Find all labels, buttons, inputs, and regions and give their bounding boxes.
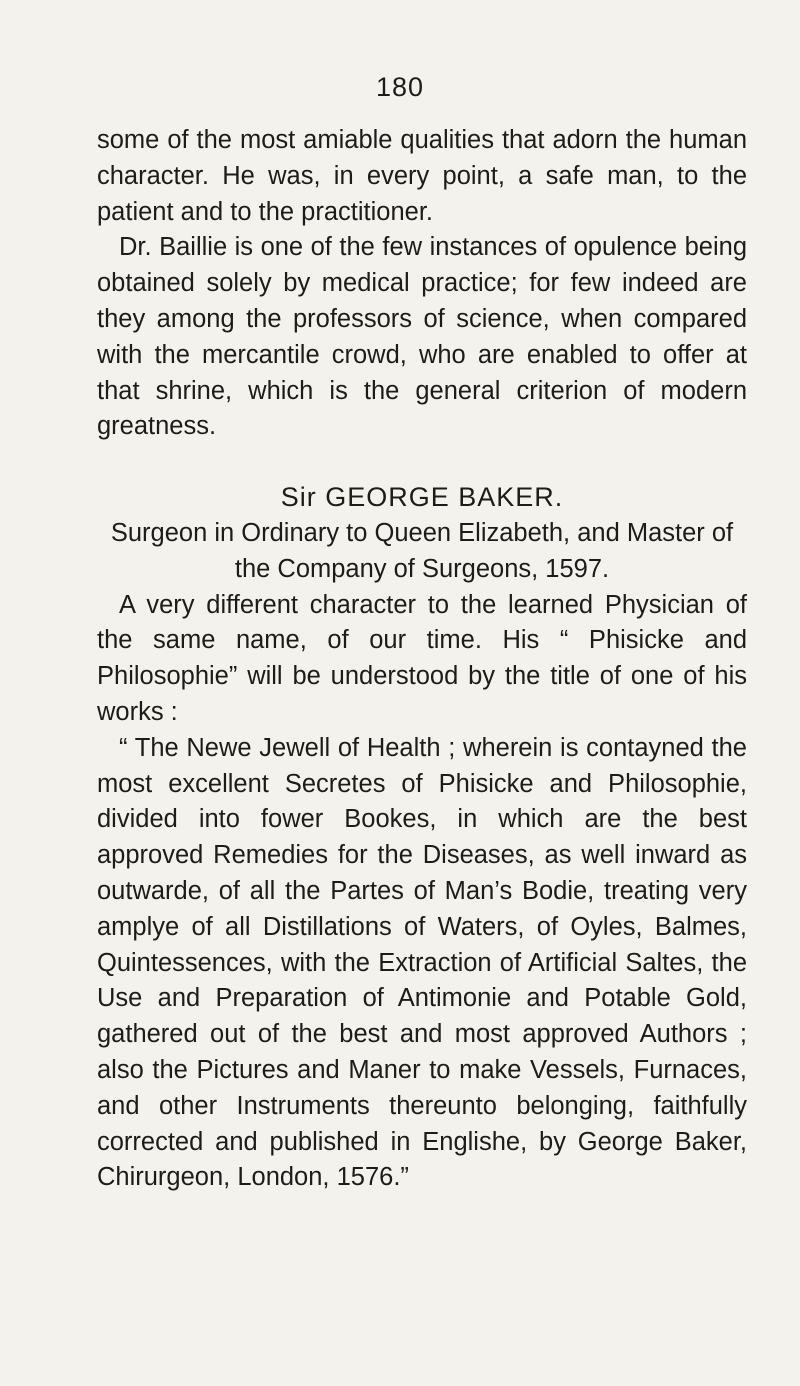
section-subheading: Surgeon in Ordinary to Queen Elizabeth, and Master of the Company of Surgeons, 1597. <box>110 518 734 583</box>
section-heading: Sir GEORGE BAKER. <box>280 482 564 513</box>
paragraph-baillie: Dr. Baillie is one of the few instances of opulence being obtained solely by medical practice; for few indeed are they among the professors of science, when compared with the mercantile crowd, who are enabled to offer at that shrine, which is the general criterion of modern greatness. <box>97 233 747 441</box>
paragraph-baker-intro: A very different character to the learned Physician of the same name, of our time. His “ Phisicke and Philosophie” will be understood by the title of one of his works : <box>97 590 747 726</box>
page-number: 180 <box>375 72 425 102</box>
body-text <box>97 123 747 1196</box>
paragraph-book-title-quote: “ The Newe Jewell of Health ; wherein is contayned the most excellent Secretes of Phisicke and Philosophie, divided into fower Bookes, in which are the best approved Remedies for the Diseases, as well inward as outwarde, of all the Partes of Man’s Bodie, treating very amplye of all Distillations of Waters, of Oyles, Balmes, Quintessences, with the Extraction of Artificial Saltes, the Use and Preparation of Antimonie and Potable Gold, gathered out of the best and most approved Authors ; also the Pictures and Maner to make Vessels, Furnaces, and other Instruments thereunto belonging, faithfully corrected and published in Englishe, by George Baker, Chirurgeon, London, 1576.” <box>97 733 747 1192</box>
paragraph-continuation: some of the most amiable qualities that adorn the human character. He was, in every point, a safe man, to the patient and to the practitioner. <box>97 126 747 226</box>
